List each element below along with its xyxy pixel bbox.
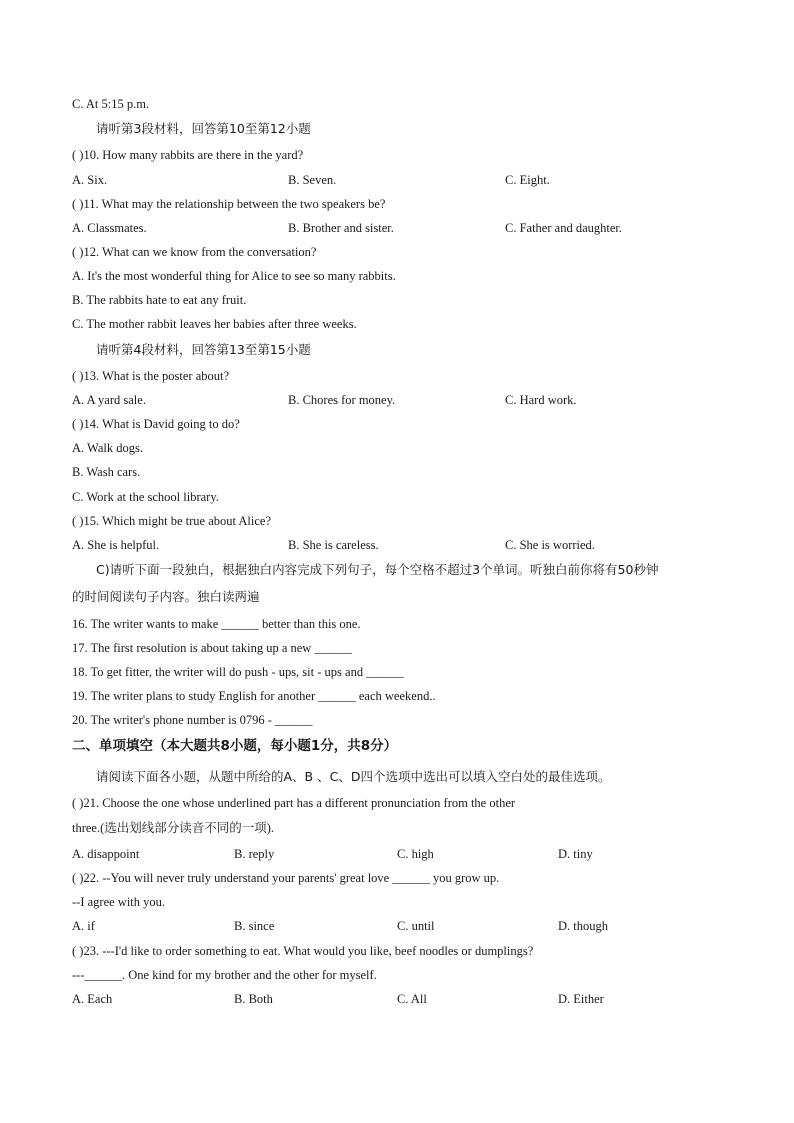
option-b: B. reply [234, 847, 275, 861]
sentence-17: 17. The first resolution is about taking up a new ______ [72, 641, 352, 655]
option-b: B. Seven. [288, 173, 337, 187]
option-d: D. though [558, 919, 608, 933]
option-a: A. disappoint [72, 847, 140, 861]
option-a: A. Six. [72, 173, 108, 187]
option-line: C. At 5:15 p.m. [72, 97, 150, 111]
option-c: C. The mother rabbit leaves her babies after three weeks. [72, 317, 357, 331]
question-11: ( )11. What may the relationship between the two speakers be? [72, 197, 386, 211]
question-22: ( )22. --You will never truly understand your parents' great love ______ you grow up. [72, 871, 500, 885]
section-heading: 二、单项填空（本大题共8小题，每小题1分，共8分） [72, 738, 398, 754]
option-c: C. until [397, 919, 435, 933]
section-c-instruction: C)请听下面一段独白，根据独白内容完成下列句子，每个空格不超过3个单词。听独白前你将有50秒钟 [96, 562, 659, 577]
option-c: C. Eight. [505, 173, 550, 187]
question-21-cont: three.(选出划线部分读音不同的一项). [72, 821, 275, 835]
option-a: A. She is helpful. [72, 538, 160, 552]
option-c: C. high [397, 847, 434, 861]
option-a: A. Walk dogs. [72, 441, 143, 455]
option-c: C. Work at the school library. [72, 490, 219, 504]
question-23: ( )23. ---I'd like to order something to eat. What would you like, beef noodles or dumplings? [72, 944, 534, 958]
option-c: C. All [397, 992, 427, 1006]
option-b: B. She is careless. [288, 538, 379, 552]
question-12: ( )12. What can we know from the conversation? [72, 245, 317, 259]
question-15: ( )15. Which might be true about Alice? [72, 514, 272, 528]
option-a: A. if [72, 919, 95, 933]
option-a: A. Classmates. [72, 221, 147, 235]
section-instruction: 请听第3段材料，回答第10至第12小题 [96, 121, 311, 136]
section-instruction: 请阅读下面各小题，从题中所给的A、B 、C、D四个选项中选出可以填入空白处的最佳选项。 [96, 769, 611, 784]
sentence-16: 16. The writer wants to make ______ better than this one. [72, 617, 361, 631]
option-d: D. tiny [558, 847, 593, 861]
section-c-instruction-cont: 的时间阅读句子内容。独白读两遍 [72, 589, 260, 604]
option-a: A. A yard sale. [72, 393, 146, 407]
question-13: ( )13. What is the poster about? [72, 369, 230, 383]
option-d: D. Either [558, 992, 604, 1006]
option-c: C. She is worried. [505, 538, 595, 552]
sentence-20: 20. The writer's phone number is 0796 - ______ [72, 713, 313, 727]
question-10: ( )10. How many rabbits are there in the yard? [72, 148, 304, 162]
sentence-18: 18. To get fitter, the writer will do push - ups, sit - ups and ______ [72, 665, 404, 679]
sentence-19: 19. The writer plans to study English for another ______ each weekend.. [72, 689, 436, 703]
question-23-reply: ---______. One kind for my brother and the other for myself. [72, 968, 377, 982]
question-14: ( )14. What is David going to do? [72, 417, 240, 431]
option-b: B. Both [234, 992, 273, 1006]
option-b: B. since [234, 919, 275, 933]
option-b: B. Chores for money. [288, 393, 396, 407]
option-b: B. Wash cars. [72, 465, 141, 479]
option-a: A. It's the most wonderful thing for Alice to see so many rabbits. [72, 269, 396, 283]
option-b: B. Brother and sister. [288, 221, 394, 235]
question-21: ( )21. Choose the one whose underlined part has a different pronunciation from the other [72, 796, 516, 810]
option-b: B. The rabbits hate to eat any fruit. [72, 293, 247, 307]
question-22-reply: --I agree with you. [72, 895, 166, 909]
option-c: C. Hard work. [505, 393, 577, 407]
option-c: C. Father and daughter. [505, 221, 622, 235]
option-a: A. Each [72, 992, 113, 1006]
section-instruction: 请听第4段材料，回答第13至第15小题 [96, 342, 311, 357]
